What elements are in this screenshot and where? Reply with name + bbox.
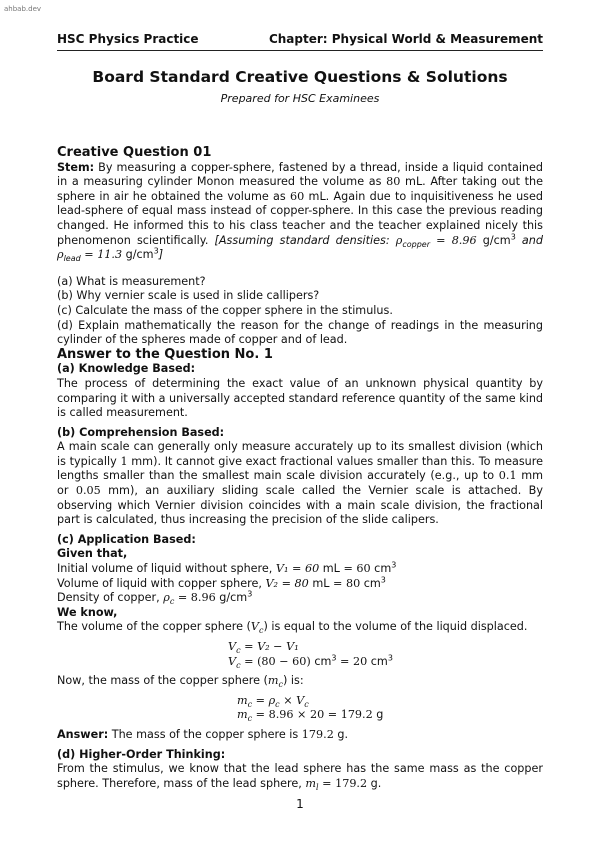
- running-header: [57, 32, 543, 51]
- equation: $m_c = 8.96 \times 20 = 179.2$ g: [237, 708, 384, 724]
- equation: $V_c = V_2 - V_1$: [228, 640, 299, 656]
- watermark: ahbab.dev: [4, 5, 42, 13]
- question-part-c: (c) Calculate the mass of the copper sphere in the stimulus.: [57, 303, 393, 317]
- question-part-d: (d) Explain mathematically the reason for the change of readings in the measuring cylinder of the spheres made of copper and of lead.: [57, 318, 543, 347]
- equation: $V_c = (80 - 60) cm^3 = 20$ $cm^3$: [228, 652, 393, 670]
- answer-heading: Answer to the Question No. 1: [57, 346, 273, 362]
- answer-c-heading: (c) Application Based:: [57, 532, 196, 546]
- stem-label: Stem:: [57, 160, 95, 174]
- answer-a-text: The process of determining the exact value of an unknown physical quantity by comparing it with a universally accepted standard reference quantity of the same kind is called measurement.: [57, 376, 544, 420]
- given-line-1: Initial volume of liquid without sphere, V₁ = 60 mL = 60 $cm^3$: [57, 560, 397, 576]
- stem-text: mL. After taking out the sphere in air he obtained the volume as: [57, 175, 543, 203]
- answer-b-text: A main scale can generally only measure accurately up to its smallest division (which is typically 1 mm). It cannot give exact fractional values smaller than this. To measure lengths smaller than the smallest main scale division accurately (e.g., up to 0.1 mm or 0.05 mm), an auxiliary sliding scale called the Vernier scale is attached. By observing which Vernier division coincides with a main scale division, the fractional part is calculated, thus increasing the precision of the slide calipers.: [57, 440, 543, 527]
- mass-statement: Now, the mass of the copper sphere $(m_c)$ is:: [57, 674, 304, 690]
- volume-statement: The volume of the copper sphere $(V_c)$ is equal to the volume of the liquid displaced.: [57, 620, 528, 636]
- given-line-2: Volume of liquid with copper sphere, V₂ = 80 mL = 80 $cm^3$: [57, 574, 386, 590]
- answer-d-text: From the stimulus, we know that the lead sphere has the same mass as the copper sphere. Therefore, mass of the lead sphere, $m_l = 179.2$ g.: [57, 762, 543, 792]
- question-part-b: (b) Why vernier scale is used in slide callipers?: [57, 289, 320, 303]
- stem-value: 80: [386, 175, 401, 189]
- given-label: Given that,: [57, 547, 128, 561]
- answer-a-heading: (a) Knowledge Based:: [57, 362, 196, 376]
- page-subtitle: Prepared for HSC Examinees: [220, 92, 380, 105]
- stem-text: mL. Again due to inquisitiveness he used lead-sphere of equal mass instead of copper-sphere. In this case the previous reading changed. He informed this to his class teacher and the teacher explained nicely this phenomenon scientifically.: [57, 189, 543, 247]
- given-line-3: Density of copper, $\rho_c = 8.96$ $g/cm^3$: [57, 589, 253, 607]
- answer-c-result: Answer: The mass of the copper sphere is 179.2 g.: [57, 727, 349, 741]
- mass-equations: [237, 694, 543, 723]
- header-right: Chapter: Physical World & Measurement: [268, 32, 543, 46]
- equation: $m_c = \rho_c \times V_c$: [237, 693, 309, 710]
- document-body: [57, 146, 543, 791]
- header-left: HSC Physics Practice: [57, 32, 199, 46]
- answer-d-heading: (d) Higher-Order Thinking:: [57, 747, 226, 761]
- stem-text: By measuring a copper-sphere, fastened by a thread, inside a liquid contained in a measuring cylinder Monon measured the volume as: [57, 160, 543, 189]
- volume-equations: [228, 640, 543, 669]
- stem-value: 60: [290, 189, 305, 203]
- question-part-a: (a) What is measurement?: [57, 274, 206, 288]
- question-heading: Creative Question 01: [57, 145, 212, 160]
- question-stem: [57, 161, 543, 263]
- page-number: 1: [296, 797, 304, 811]
- answer-b-heading: (b) Comprehension Based:: [57, 425, 225, 439]
- we-know-label: We know,: [57, 605, 118, 619]
- assumption-note: [Assuming standard densities: $\rho_{copper} = 8.96$ $g/cm^3$ and $\rho_{lead} = 11.3$ $g/cm^3$]: [57, 231, 543, 264]
- page-title: Board Standard Creative Questions & Solutions: [92, 68, 508, 86]
